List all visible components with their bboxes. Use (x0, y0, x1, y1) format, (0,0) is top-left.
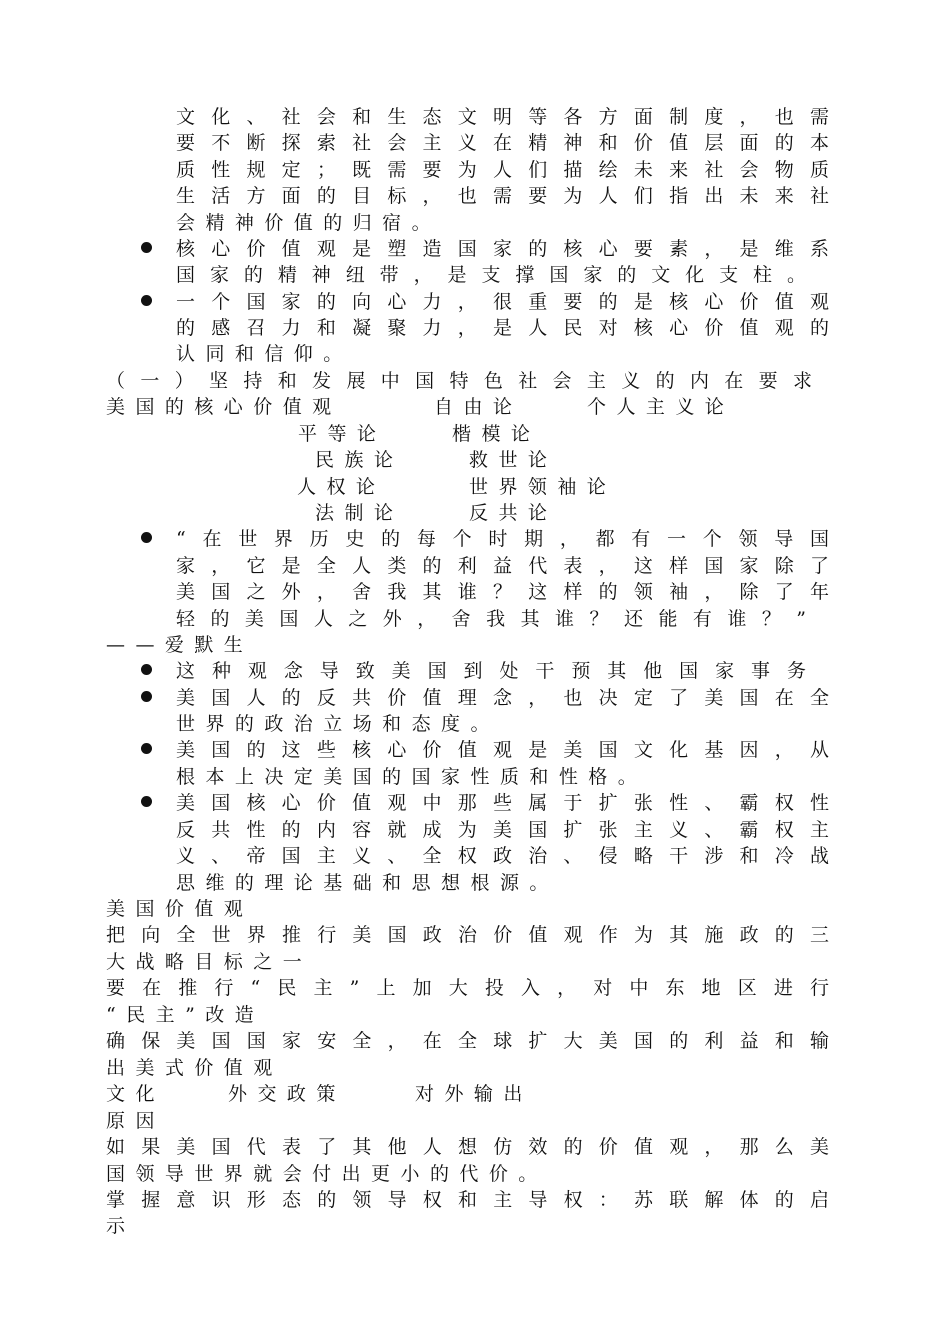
text-line: 的感召力和凝聚力，是人民对核心价值观的 (176, 317, 829, 339)
text-line: 核心价值观是塑造国家的核心要素，是维系 (176, 238, 829, 260)
text-line: 质性规定；既需要为人们描绘未来社会物质 (176, 159, 829, 181)
bullet-dot (141, 532, 152, 543)
text-line: 美国核心价值观中那些属于扩张性、霸权性 (176, 792, 829, 814)
text-line: 美国的核心价值观 (106, 396, 342, 418)
text-line: 平等论 (298, 423, 387, 445)
text-line: 楷模论 (452, 423, 541, 445)
text-line: 美国的这些核心价值观是美国文化基因，从 (176, 739, 829, 761)
text-line: 美国价值观 (106, 898, 254, 920)
text-line: 把向全世界推行美国政治价值观作为其施政的三 (106, 924, 829, 946)
text-line: 反共性的内容就成为美国扩张主义、霸权主 (176, 819, 829, 841)
text-line: 美国之外，舍我其谁？这样的领袖，除了年 (176, 581, 829, 603)
text-line: 轻的美国人之外，舍我其谁？还能有谁？” (176, 608, 806, 630)
text-line: 义、帝国主义、全权政治、侵略干涉和冷战 (176, 845, 829, 867)
text-line: 个人主义论 (587, 396, 735, 418)
text-line: ——爱默生 (106, 634, 254, 656)
text-line: 外交政策 (228, 1083, 346, 1105)
text-line: 根本上决定美国的国家性质和性格。 (176, 766, 648, 788)
text-line: 救世论 (469, 449, 558, 471)
text-line: 国家的精神纽带，是支撑国家的文化支柱。 (176, 264, 806, 286)
text-line: 要在推行“民主”上加大投入，对中东地区进行 (106, 977, 829, 999)
text-line: 如果美国代表了其他人想仿效的价值观，那么美 (106, 1136, 829, 1158)
text-line: 这种观念导致美国到处干预其他国家事务 (176, 660, 806, 682)
text-line: 自由论 (434, 396, 523, 418)
bullet-dot (141, 691, 152, 702)
text-line: 世界的政治立场和态度。 (176, 713, 500, 735)
text-line: 大战略目标之一 (106, 951, 313, 973)
text-line: 确保美国国家安全，在全球扩大美国的利益和输 (106, 1030, 829, 1052)
bullet-dot (141, 743, 152, 754)
text-line: 反共论 (469, 502, 558, 524)
text-line: 原因 (106, 1110, 165, 1132)
text-line: 文化、社会和生态文明等各方面制度，也需 (176, 106, 829, 128)
text-line: 家，它是全人类的利益代表，这样国家除了 (176, 555, 829, 577)
text-line: 民族论 (315, 449, 404, 471)
text-line: “民主”改造 (106, 1004, 265, 1026)
text-line: 生活方面的目标，也需要为人们指出未来社 (176, 185, 829, 207)
text-line: 一个国家的向心力，很重要的是核心价值观 (176, 291, 829, 313)
bullet-dot (141, 796, 152, 807)
section-heading: （一）坚持和发展中国特色社会主义的内在要求 (106, 370, 812, 392)
bullet-dot (141, 664, 152, 675)
text-line: 文化 (106, 1083, 165, 1105)
text-line: 认同和信仰。 (176, 343, 353, 365)
text-line: 世界领袖论 (469, 476, 617, 498)
text-line: 掌握意识形态的领导权和主导权：苏联解体的启 (106, 1189, 829, 1211)
text-line: 思维的理论基础和思想根源。 (176, 872, 559, 894)
text-line: 人权论 (297, 476, 386, 498)
text-line: 美国人的反共价值理念，也决定了美国在全 (176, 687, 829, 709)
text-line: 国领导世界就会付出更小的代价。 (106, 1163, 548, 1185)
text-line: 示 (106, 1215, 136, 1237)
bullet-dot (141, 242, 152, 253)
text-line: 对外输出 (415, 1083, 533, 1105)
text-line: 出美式价值观 (106, 1057, 283, 1079)
bullet-dot (141, 295, 152, 306)
text-line: 要不断探索社会主义在精神和价值层面的本 (176, 132, 829, 154)
text-line: “在世界历史的每个时期，都有一个领导国 (176, 528, 829, 550)
text-line: 法制论 (315, 502, 404, 524)
text-line: 会精神价值的归宿。 (176, 212, 442, 234)
